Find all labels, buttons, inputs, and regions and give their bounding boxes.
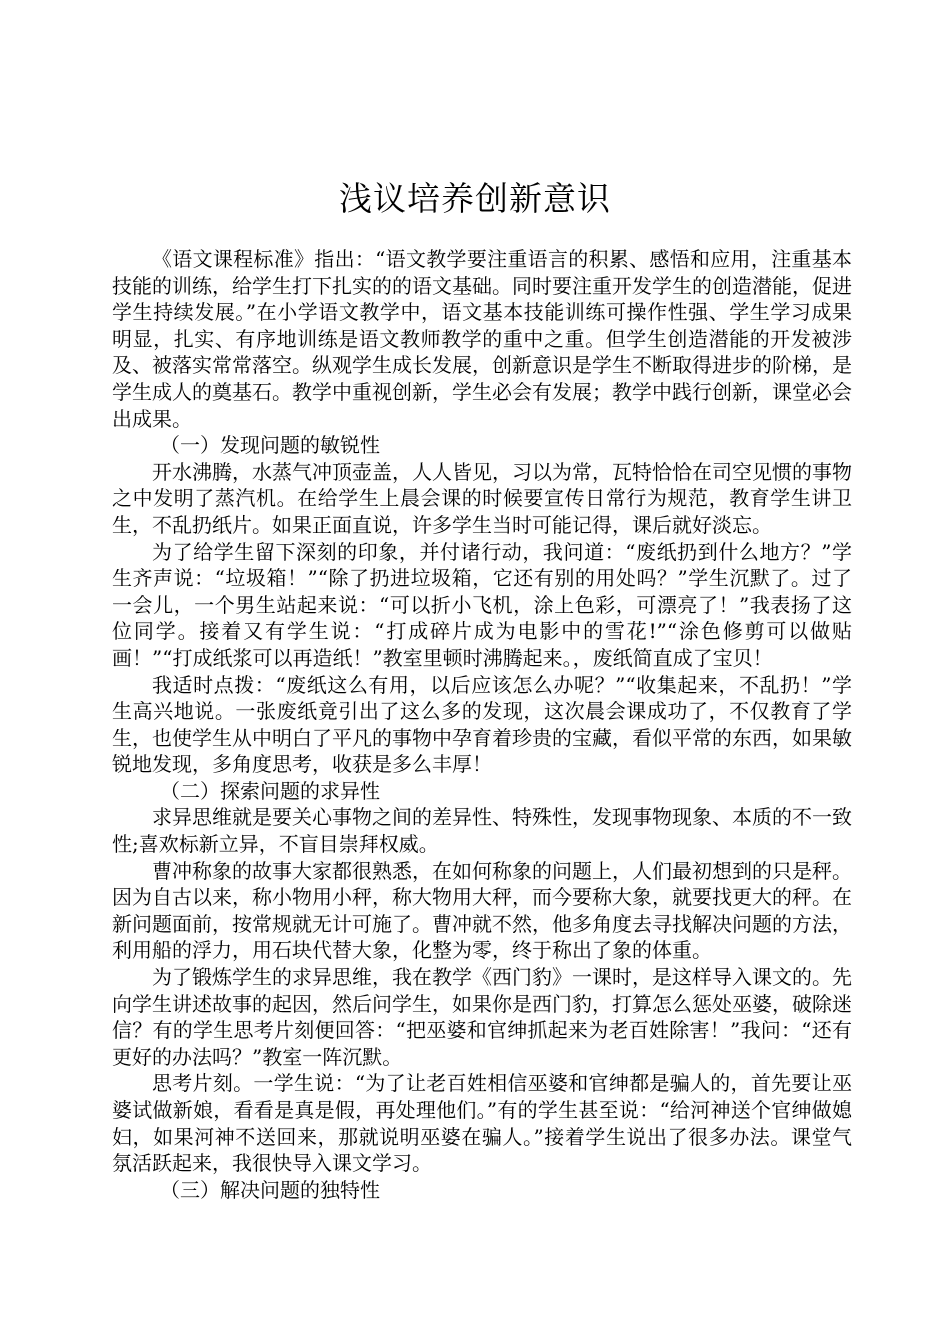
paragraph: 开水沸腾，水蒸气冲顶壶盖，人人皆见，习以为常，瓦特恰恰在司空见惯的事物之中发明了蒸汽机。在给学生上晨会课的时候要宣传日常行为规范，教育学生讲卫生，不乱扔纸片。如果正面直说，许多学生当时可能记得，课后就好淡忘。: [112, 459, 852, 537]
paragraph: 为了锻炼学生的求异思维，我在教学《西门豹》一课时，是这样导入课文的。先向学生讲述故事的起因，然后问学生，如果你是西门豹，打算怎么惩处巫婆，破除迷信？有的学生思考片刻便回答：“把巫婆和官绅抓起来为老百姓除害！”我问：“还有更好的办法吗？”教室一阵沉默。: [112, 965, 852, 1069]
section-heading-3: （三）解决问题的独特性: [160, 1177, 380, 1202]
section-heading-1: （一）发现问题的敏锐性: [160, 433, 380, 458]
document-body: [112, 246, 852, 1203]
paragraph: 为了给学生留下深刻的印象，并付诸行动，我问道：“废纸扔到什么地方？”学生齐声说：“垃圾箱！”“除了扔进垃圾箱，它还有别的用处吗？”学生沉默了。过了一会儿，一个男生站起来说：“可以折小飞机，涂上色彩，可漂亮了！”我表扬了这位同学。接着又有学生说：“打成碎片成为电影中的雪花!”“涂色修剪可以做贴画！”“打成纸浆可以再造纸！”教室里顿时沸腾起来。，废纸简直成了宝贝！: [112, 539, 852, 670]
paragraph: 我适时点拨：“废纸这么有用，以后应该怎么办呢？”“收集起来，不乱扔！”学生高兴地说。一张废纸竟引出了这么多的发现，这次晨会课成功了，不仅教育了学生，也使学生从中明白了平凡的事物中孕育着珍贵的宝藏，看似平常的东西，如果敏锐地发现，多角度思考，收获是多么丰厚！: [112, 672, 852, 777]
document-title: 浅议培养创新意识: [339, 179, 611, 218]
paragraph-intro: 《语文课程标准》指出：“语文教学要注重语言的积累、感悟和应用，注重基本技能的训练，给学生打下扎实的的语文基础。同时要注重开发学生的创造潜能，促进学生持续发展。”在小学语文教学中，语文基本技能训练可操作性强、学生学习成果明显，扎实、有序地训练是语文教师教学的重中之重。但学生创造潜能的开发被涉及、被落实常常落空。纵观学生成长发展，创新意识是学生不断取得进步的阶梯，是学生成人的奠基石。教学中重视创新，学生必会有发展；教学中践行创新，课堂必会出成果。: [112, 247, 852, 431]
paragraph: 求异思维就是要关心事物之间的差异性、特殊性，发现事物现象、本质的不一致性;喜欢标新立异，不盲目崇拜权威。: [112, 805, 852, 857]
section-heading-2: （二）探索问题的求异性: [160, 778, 380, 803]
paragraph: 曹冲称象的故事大家都很熟悉，在如何称象的问题上，人们最初想到的只是秤。因为自古以来，称小物用小秤，称大物用大秤，而今要称大象，就要找更大的秤。在新问题面前，按常规就无计可施了。曹冲就不然，他多角度去寻找解决问题的方法，利用船的浮力，用石块代替大象，化整为零，终于称出了象的体重。: [112, 858, 852, 963]
paragraph: 思考片刻。一学生说：“为了让老百姓相信巫婆和官绅都是骗人的，首先要让巫婆试做新娘，看看是真是假，再处理他们。”有的学生甚至说：“给河神送个官绅做媳妇，如果河神不送回来，那就说明巫婆在骗人。”接着学生说出了很多办法。课堂气氛活跃起来，我很快导入课文学习。: [112, 1071, 852, 1176]
